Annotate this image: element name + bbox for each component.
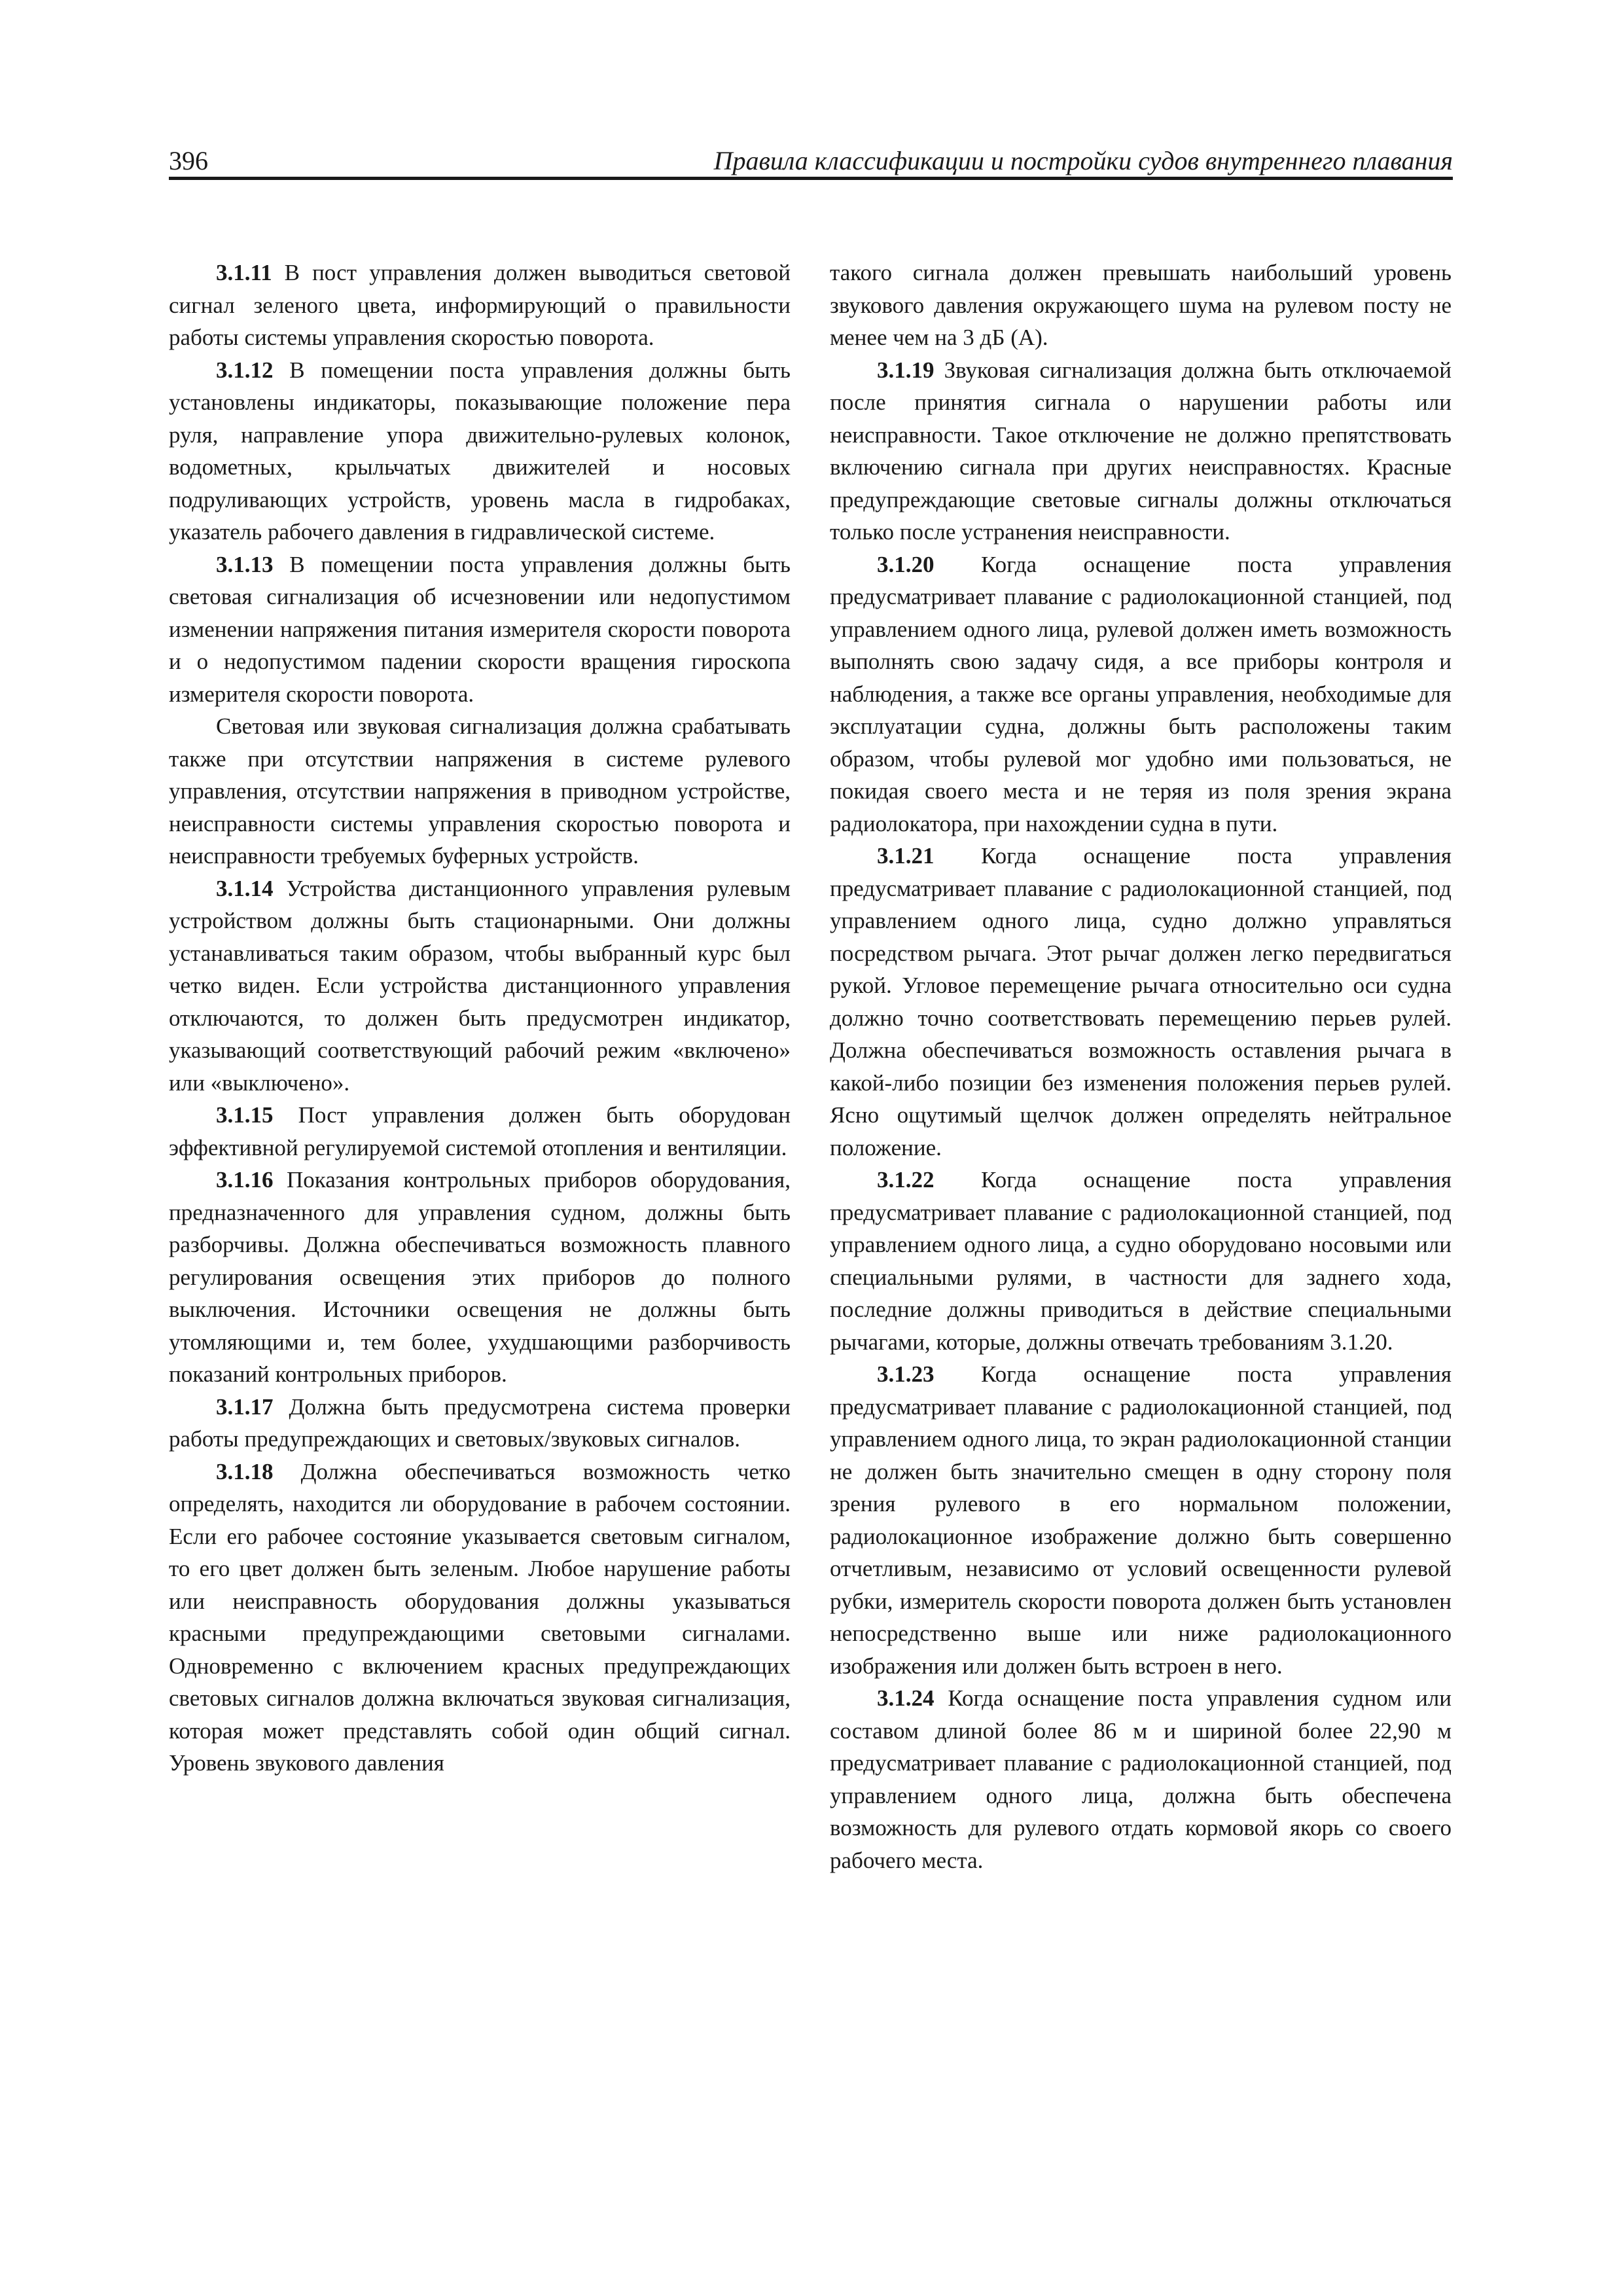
clause-number: 3.1.13 [216,551,274,577]
clause-number: 3.1.14 [216,875,274,901]
paragraph-text: Звуковая сигнализация должна быть отключаемой после принятия сигнала о нарушении работы или неисправности. Такое отключение не должно препятствовать включению сигнала при других неисправностях. Красные предупреждающие световые сигналы должны отключаться только после устранения неисправности. [830,357,1452,545]
paragraph-3-1-17 [169,1391,791,1456]
paragraph-text: В помещении поста управления должны быть световая сигнализация об исчезновении или недопустимом изменении напряжения питания измерителя скорости поворота и о недопустимом падении скорости вращения гироскопа измерителя скорости поворота. [169,551,791,707]
clause-number: 3.1.22 [877,1167,935,1193]
clause-number: 3.1.18 [216,1458,274,1484]
clause-number: 3.1.23 [877,1361,935,1387]
paragraph-text: В пост управления должен выводиться световой сигнал зеленого цвета, информирующий о правильности работы системы управления скоростью поворота. [169,260,791,350]
paragraph-3-1-15 [169,1099,791,1164]
paragraph-3-1-18 [169,1456,791,1780]
page-number: 396 [169,146,208,175]
paragraph-3-1-13 [169,548,791,711]
paragraph-text: такого сигнала должен превышать наибольший уровень звукового давления окружающего шума на рулевом посту не менее чем на 3 дБ (А). [830,260,1452,350]
clause-number: 3.1.15 [216,1102,274,1128]
paragraph-3-1-19 [830,354,1452,548]
clause-number: 3.1.16 [216,1167,274,1193]
paragraph-text: Когда оснащение поста управления предусматривает плавание с радиолокационной станцией, под управлением одного лица, судно должно управляться посредством рычага. Этот рычаг должен легко передвигаться рукой. Угловое перемещение рычага относительно оси судна должно точно соответствовать перемещению перьев рулей. Должна обеспечиваться возможность оставления рычага в какой-либо позиции без изменения положения перьев рулей. Ясно ощутимый щелчок должен определять нейтральное положение. [830,843,1452,1160]
paragraph-3-1-13-continued [169,710,791,872]
paragraph-3-1-18-continued [830,257,1452,354]
right-column [830,257,1452,1876]
clause-number: 3.1.12 [216,357,274,383]
paragraph-text: Показания контрольных приборов оборудования, предназначенного для управления судном, должны быть разборчивы. Должна обеспечиваться возможность плавного регулирования освещения этих приборов до полного выключения. Источники освещения не должны быть утомляющими и, тем более, ухудшающими разборчивость показаний контрольных приборов. [169,1167,791,1387]
clause-number: 3.1.20 [877,551,935,577]
page-header [169,143,1453,179]
clause-number: 3.1.19 [877,357,935,383]
paragraph-text: Когда оснащение поста управления предусматривает плавание с радиолокационной станцией, под управлением одного лица, а судно оборудовано носовыми или специальными рулями, в частности для заднего хода, последние должны приводиться в действие специальными рычагами, которые, должны отвечать требованиям 3.1.20. [830,1167,1452,1355]
paragraph-text: Должна обеспечиваться возможность четко определять, находится ли оборудование в рабочем состоянии. Если его рабочее состояние указывается световым сигналом, то его цвет должен быть зеленым. Любое нарушение работы или неисправность оборудования должны указываться красными предупреждающими световыми сигналами. Одновременно с включением красных предупреждающих световых сигналов должна включаться звуковая сигнализация, которая может представлять собой один общий сигнал. Уровень звукового давления [169,1458,791,1776]
paragraph-3-1-16 [169,1164,791,1391]
left-column [169,257,791,1780]
paragraph-text: Пост управления должен быть оборудован эффективной регулируемой системой отопления и вентиляции. [169,1102,791,1160]
paragraph-text: Когда оснащение поста управления предусматривает плавание с радиолокационной станцией, под управлением одного лица, рулевой должен иметь возможность выполнять свою задачу сидя, а все приборы контроля и наблюдения, а также все органы управления, необходимые для эксплуатации судна, должны быть расположены таким образом, чтобы рулевой мог удобно ими пользоваться, не покидая своего места и не теряя из поля зрения экрана радиолокатора, при нахождении судна в пути. [830,551,1452,836]
paragraph-3-1-20 [830,548,1452,840]
paragraph-text: Когда оснащение поста управления предусматривает плавание с радиолокационной станцией, под управлением одного лица, то экран радиолокационной станции не должен быть значительно смещен в одну сторону поля зрения рулевого в его нормальном положении, радиолокационное изображение должно быть совершенно отчетливым, независимо от условий освещенности рулевой рубки, измеритель скорости поворота должен быть установлен непосредственно выше или ниже радиолокационного изображения или должен быть встроен в него. [830,1361,1452,1679]
paragraph-3-1-24 [830,1682,1452,1876]
paragraph-3-1-21 [830,840,1452,1164]
paragraph-3-1-11 [169,257,791,354]
paragraph-3-1-22 [830,1164,1452,1358]
clause-number: 3.1.17 [216,1393,274,1420]
paragraph-3-1-14 [169,872,791,1100]
paragraph-text: Должна быть предусмотрена система проверки работы предупреждающих и световых/звуковых сигналов. [169,1393,791,1452]
clause-number: 3.1.21 [877,843,935,869]
clause-number: 3.1.11 [216,260,272,285]
paragraph-3-1-12 [169,354,791,548]
paragraph-text: Устройства дистанционного управления рулевым устройством должны быть стационарными. Они должны устанавливаться таким образом, чтобы выбранный курс был четко виден. Если устройства дистанционного управления отключаются, то должен быть предусмотрен индикатор, указывающий соответствующий рабочий режим «включено» или «выключено». [169,875,791,1096]
paragraph-text: Когда оснащение поста управления судном или составом длиной более 86 м и шириной более 22,90 м предусматривает плавание с радиолокационной станцией, под управлением одного лица, должна быть обеспечена возможность для рулевого отдать кормовой якорь со своего рабочего места. [830,1685,1452,1873]
paragraph-text: Световая или звуковая сигнализация должна срабатывать также при отсутствии напряжения в системе рулевого управления, отсутствии напряжения в приводном устройстве, неисправности системы управления скоростью поворота и неисправности требуемых буферных устройств. [169,713,791,869]
header-rule [169,177,1453,180]
paragraph-3-1-23 [830,1358,1452,1682]
running-title: Правила классификации и постройки судов внутреннего плавания [713,146,1453,175]
paragraph-text: В помещении поста управления должны быть установлены индикаторы, показывающие положение пера руля, направление упора движительно-рулевых колонок, водометных, крыльчатых движителей и носовых подруливающих устройств, уровень масла в гидробаках, указатель рабочего давления в гидравлической системе. [169,357,791,545]
clause-number: 3.1.24 [877,1685,935,1711]
